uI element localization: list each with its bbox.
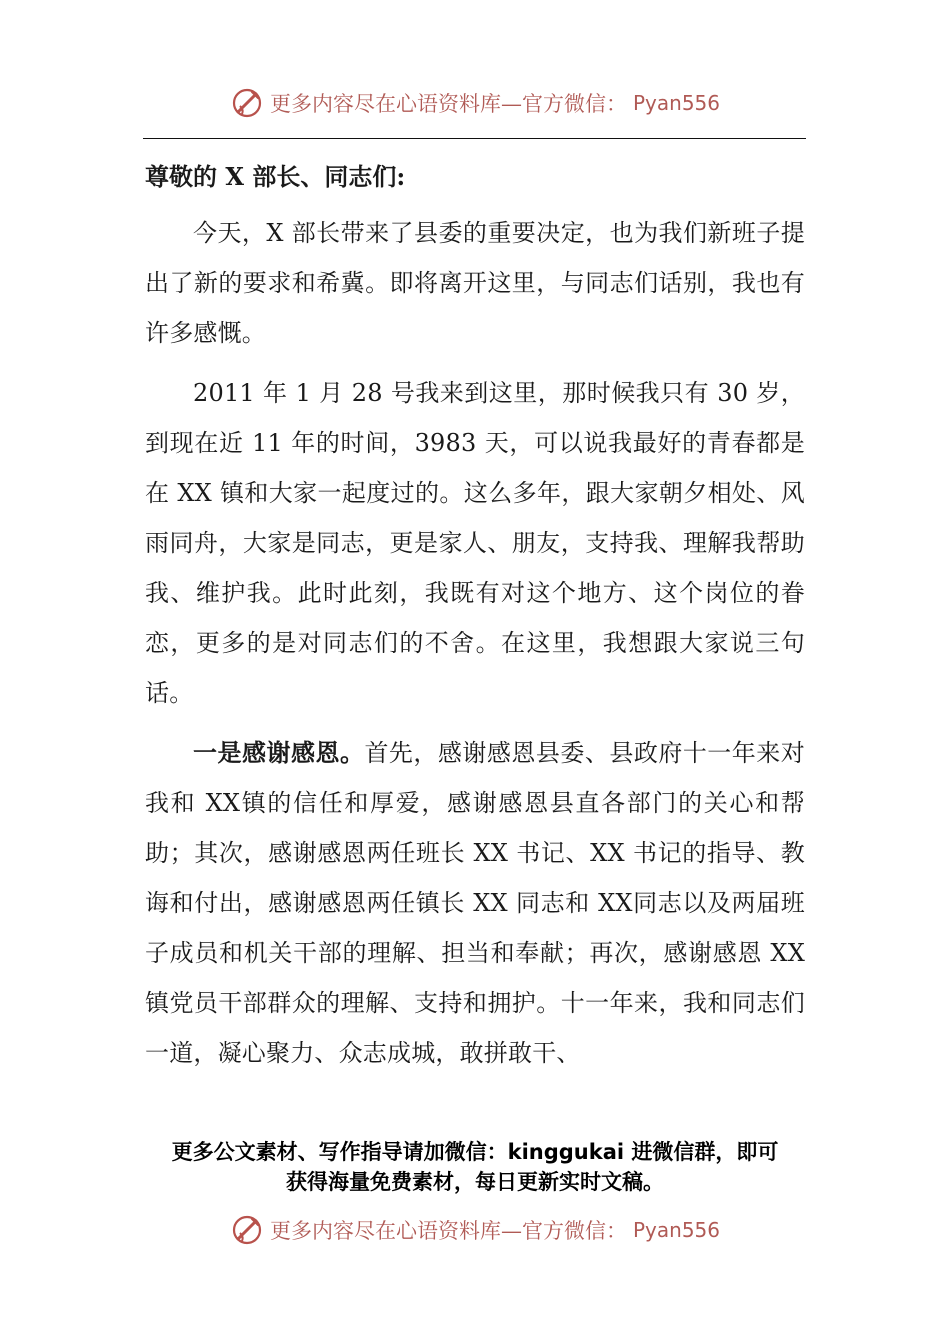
paragraph-3-text-f: 干部群众的理解、支持和拥护。十一年来，我和同志们一道，凝心聚力、众志成城，敢拼敢干、 bbox=[145, 989, 805, 1067]
watermark-text: 更多内容尽在心语资料库—官方微信： bbox=[269, 1219, 627, 1243]
watermark-handle: Pyan556 bbox=[632, 1218, 720, 1242]
document-body bbox=[145, 154, 805, 1088]
pen-logo-icon bbox=[230, 86, 264, 120]
paragraph-3-text-b: 镇的信任和厚爱，感谢感恩县直各部门的关心和帮助；其次，感谢感 bbox=[145, 789, 805, 867]
paragraph-3-text-d: 同志以及两届班子成员和机关干部的理解、担当和奉献；再次，感谢感恩 XX bbox=[145, 889, 805, 967]
salutation: 尊敬的 X 部长、同志们: bbox=[145, 162, 406, 191]
header-rule bbox=[143, 138, 806, 139]
paragraph-3-text-a: 首先，感谢感恩县委、县政府十一年来对我和 XX bbox=[145, 739, 805, 817]
paragraph-3-lead: 一是感谢感恩。 bbox=[193, 739, 365, 767]
pen-logo-icon bbox=[230, 1213, 264, 1247]
paragraph-1: 今天，X 部长带来了县委的重要决定，也为我们新班子提出了新的要求和希冀。即将离开这里，与同志们话别，我也有许多感慨。 bbox=[145, 219, 805, 347]
paragraph-3 bbox=[145, 728, 805, 1078]
watermark-text: 更多内容尽在心语资料库—官方微信： bbox=[269, 92, 627, 116]
header-watermark bbox=[0, 86, 950, 120]
paragraph-3-text-e: 镇党员 bbox=[145, 989, 219, 1017]
paragraph-2: 2011 年 1 月 28 号我来到这里，那时候我只有 30 岁，到现在近 11 年的时间，3983 天，可以说我最好的青春都是在 XX 镇和大家一起度过的。这么多年，跟大家朝夕相处、风雨同舟，大家是同志，更是家人、朋友，支持我、理解我帮助我、维护我。此时此刻，我既有对这个地方、这个岗位的眷恋，更多的是对同志们的不舍。在这里，我想跟大家说三句话。 bbox=[145, 379, 805, 707]
promo-line-2: 获得海量免费素材，每日更新实时文稿。 bbox=[286, 1170, 664, 1194]
promo-line-1: 更多公文素材、写作指导请加微信：kinggukai 进微信群，即可 bbox=[171, 1140, 779, 1164]
promo-notice bbox=[0, 1137, 950, 1197]
paragraph-3-text-c: 恩两任班长 XX 书记、XX 书记的指导、教诲和付出，感谢感恩两任镇长 XX 同志和 XX bbox=[145, 839, 805, 917]
footer-watermark bbox=[0, 1213, 950, 1247]
watermark-handle: Pyan556 bbox=[632, 91, 720, 115]
